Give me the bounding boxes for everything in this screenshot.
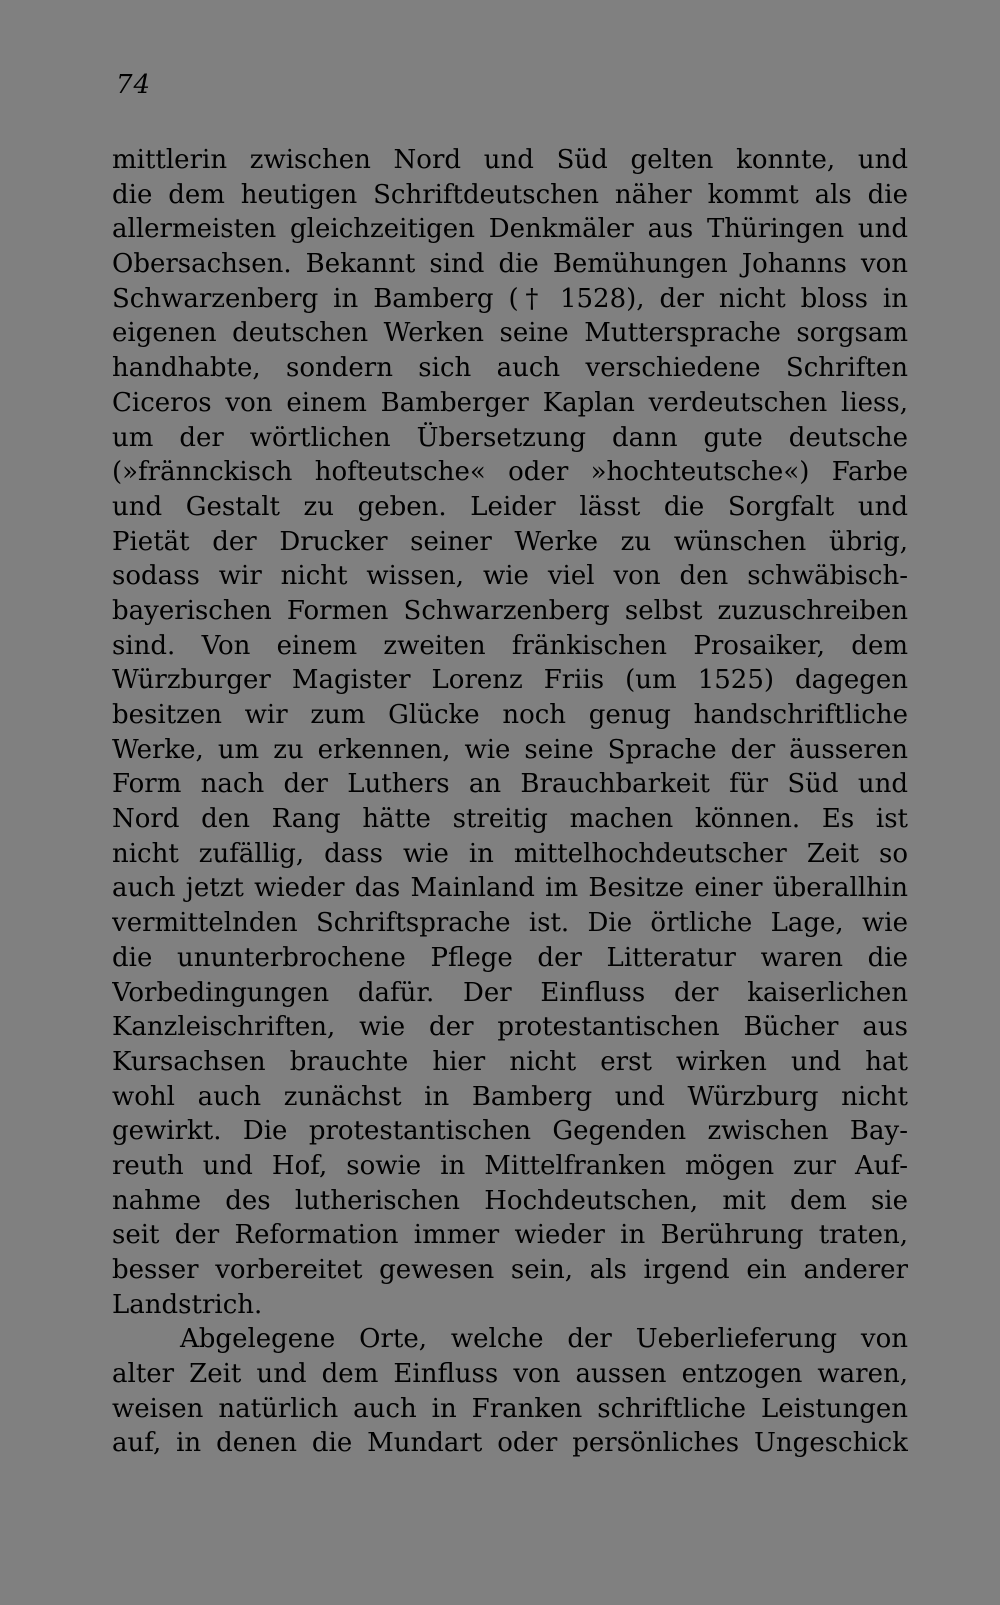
text-line: Werke, um zu erkennen, wie seine Sprache der äusseren: [112, 734, 908, 765]
text-line: eigenen deutschen Werken seine Muttersprache sorgsam: [112, 318, 908, 349]
page-number: 74: [116, 70, 152, 100]
text-line: mittlerin zwischen Nord und Süd gelten konnte, und: [112, 145, 908, 175]
paragraph-start-line: Abgelegene Orte, welche der Ueberlieferung von: [180, 1324, 908, 1355]
text-line: Obersachsen. Bekannt sind die Bemühungen Johanns von: [112, 249, 908, 280]
body-text: [112, 143, 908, 1461]
text-line: handhabte, sondern sich auch verschiedene Schriften: [112, 353, 908, 384]
text-line: Pietät der Drucker seiner Werke zu wünschen übrig,: [112, 526, 908, 557]
paragraph-end-line: Landstrich.: [112, 1289, 263, 1320]
text-line: sodass wir nicht wissen, wie viel von den schwäbisch-: [112, 561, 908, 592]
text-line: weisen natürlich auch in Franken schriftliche Leistungen: [112, 1393, 908, 1424]
text-line: (»frännckisch hofteutsche« oder »hochteutsche«) Farbe: [112, 457, 908, 488]
text-line: Schwarzenberg in Bamberg († 1528), der nicht bloss in: [112, 283, 908, 314]
text-line: Nord den Rang hätte streitig machen können. Es ist: [112, 804, 908, 835]
text-line: Würzburger Magister Lorenz Friis (um 1525) dagegen: [112, 665, 908, 696]
text-line: die dem heutigen Schriftdeutschen näher kommt als die: [112, 179, 908, 210]
text-line: allermeisten gleichzeitigen Denkmäler aus Thüringen und: [112, 214, 908, 245]
text-line: alter Zeit und dem Einfluss von aussen entzogen waren,: [112, 1359, 908, 1390]
text-line: wohl auch zunächst in Bamberg und Würzburg nicht: [112, 1081, 908, 1112]
text-line: nicht zufällig, dass wie in mittelhochdeutscher Zeit so: [112, 838, 908, 869]
text-line: vermittelnden Schriftsprache ist. Die örtliche Lage, wie: [112, 908, 908, 939]
text-line: Kanzleischriften, wie der protestantischen Bücher aus: [112, 1012, 908, 1043]
text-line: auch jetzt wieder das Mainland im Besitze einer überallhin: [112, 873, 908, 904]
text-line: Ciceros von einem Bamberger Kaplan verdeutschen liess,: [112, 387, 908, 418]
text-line: seit der Reformation immer wieder in Berührung traten,: [112, 1220, 908, 1251]
text-line: Form nach der Luthers an Brauchbarkeit für Süd und: [112, 769, 908, 800]
text-line: um der wörtlichen Übersetzung dann gute deutsche: [112, 422, 908, 453]
text-line: reuth und Hof, sowie in Mittelfranken mögen zur Auf-: [112, 1150, 908, 1181]
text-line: sind. Von einem zweiten fränkischen Prosaiker, dem: [112, 630, 908, 661]
text-line: nahme des lutherischen Hochdeutschen, mit dem sie: [112, 1185, 908, 1216]
text-line: Kursachsen brauchte hier nicht erst wirken und hat: [112, 1046, 908, 1077]
text-line: besitzen wir zum Glücke noch genug handschriftliche: [112, 700, 908, 730]
text-line: auf, in denen die Mundart oder persönliches Ungeschick: [112, 1428, 908, 1459]
text-line: Vorbedingungen dafür. Der Einfluss der kaiserlichen: [112, 977, 908, 1008]
text-line: gewirkt. Die protestantischen Gegenden zwischen Bay-: [112, 1116, 908, 1147]
text-line: und Gestalt zu geben. Leider lässt die Sorgfalt und: [112, 491, 908, 522]
text-line: die ununterbrochene Pflege der Litteratur waren die: [112, 942, 908, 973]
text-line: bayerischen Formen Schwarzenberg selbst zuzuschreiben: [112, 595, 908, 626]
text-line: besser vorbereitet gewesen sein, als irgend ein anderer: [112, 1255, 908, 1285]
